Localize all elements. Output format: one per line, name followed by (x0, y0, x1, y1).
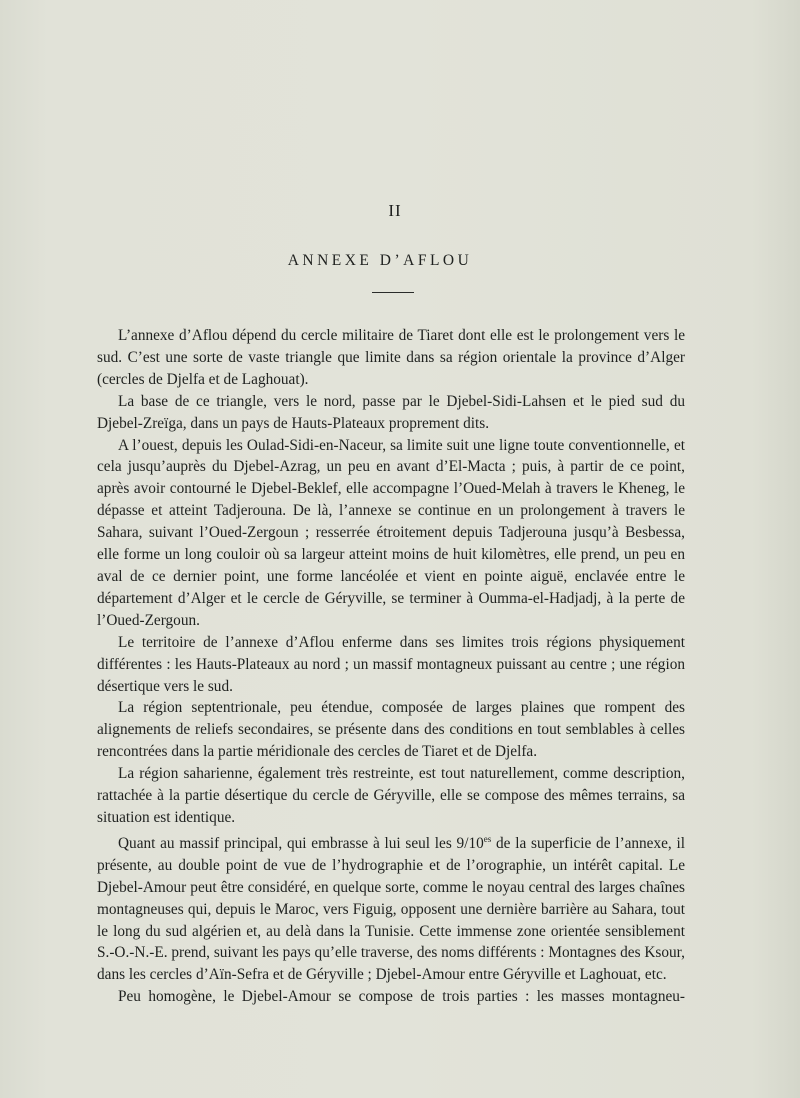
paragraph-1: L’annexe d’Aflou dépend du cercle militaire de Tiaret dont elle est le prolongement vers le sud. C’est une sorte de vaste triangle que limite dans sa région orientale la province d’Alger (cercles de Djelfa et de Laghouat). (97, 327, 685, 388)
body-text (97, 325, 685, 1008)
paragraph-3: A l’ouest, depuis les Oulad-Sidi-en-Naceur, sa limite suit une ligne toute conventionnelle, et cela jusqu’auprès du Djebel-Azrag, un peu en avant d’El-Macta ; puis, à partir de ce point, après avoir contourné le Djebel-Beklef, elle accompagne l’Oued-Melah à travers le Kheneg, le dépasse et atteint Tadjerouna. De là, l’annexe se continue en un prolongement à travers le Sahara, suivant l’Oued-Zergoun ; resserrée étroitement depuis Tadjerouna jusqu’à Besbessa, elle forme un long couloir où sa largeur atteint moins de huit kilomètres, elle prend, un peu en aval de ce dernier point, une forme lancéolée et vient en pointe aiguë, enclavée entre le département d’Alger et le cercle de Géryville, se terminer à Oumma-el-Hadjadj, à la perte de l’Oued-Zergoun. (97, 436, 685, 629)
paragraph-8: Peu homogène, le Djebel-Amour se compose de trois parties : les masses montagneu- (118, 988, 685, 1006)
superscript-es: es (483, 833, 492, 844)
paragraph-7-end: de la superficie de l’annexe, il présente, au double point de vue de l’hydrographie et de l’orographie, un intérêt capital. Le Djebel-Amour peut être considéré, en quelque sorte, comme le noyau central des larges chaînes montagneuses qui, depuis le Maroc, vers Figuig, opposent une dernière barrière au Sahara, tout le long du sud algérien et, au delà dans la Tunisie. Cette immense zone orientée sensiblement S.-O.-N.-E. prend, suivant les pays qu’elle traverse, des noms différents : Montagnes des Ksour, dans les cercles d’Aïn-Sefra et de Géryville ; Djebel-Amour entre Géryville et Laghouat, etc. (97, 834, 685, 984)
paragraph-6: La région saharienne, également très restreinte, est tout naturellement, comme description, rattachée à la partie désertique du cercle de Géryville, elle se compose des mêmes terrains, sa situation est identique. (97, 765, 685, 826)
chapter-title: ANNEXE D’AFLOU (287, 252, 473, 269)
paragraph-2: La base de ce triangle, vers le nord, passe par le Djebel-Sidi-Lahsen et le pied sud du Djebel-Zreïga, dans un pays de Hauts-Plateaux proprement dits. (97, 392, 685, 432)
title-rule (372, 292, 414, 293)
chapter-number: II (388, 201, 402, 220)
paragraph-5: La région septentrionale, peu étendue, composée de larges plaines que rompent des alignements de reliefs secondaires, se présente dans des conditions en tout semblables à celles rencontrées dans la partie méridionale des cercles de Tiaret et de Djelfa. (97, 699, 685, 761)
paragraph-4: Le territoire de l’annexe d’Aflou enferme dans ses limites trois régions physiquement différentes : les Hauts-Plateaux au nord ; un massif montagneux puissant au centre ; une région désertique vers le sud. (97, 633, 685, 695)
paragraph-7 (97, 829, 685, 986)
paragraph-7-start: Quant au massif principal, qui embrasse à lui seul les 9/10 (118, 834, 484, 852)
